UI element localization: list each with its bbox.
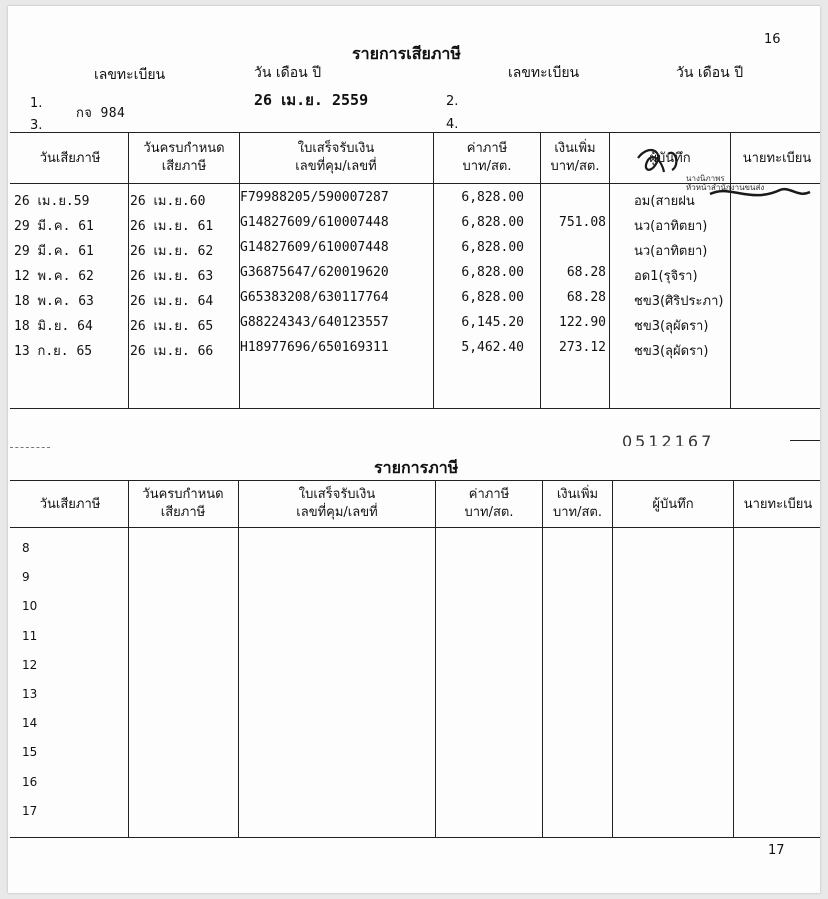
- column-divider: [238, 480, 239, 837]
- cell-receipt: G88224343/640123557: [240, 315, 389, 330]
- official-stamp-text: นางนิภาพร หัวหน้าสำนักงานขนส่ง: [686, 174, 765, 192]
- col-header-surcharge: เงินเพิ่ม บาท/สต.: [550, 141, 600, 174]
- row-number: 11: [22, 628, 38, 643]
- column-divider: [128, 480, 129, 837]
- reg-label-left: เลขทะเบียน: [94, 67, 166, 83]
- cell-due: 26 เม.ย. 61: [130, 219, 214, 234]
- cell-tax: 6,145.20: [461, 315, 524, 330]
- date-label-left: วัน เดือน ปี: [254, 65, 322, 81]
- row-number: 10: [22, 599, 38, 614]
- col-header-receipt: ใบเสร็จรับเงิน เลขที่คุม/เลขที่: [295, 141, 377, 174]
- column-divider: [612, 480, 613, 837]
- reg-date: 26 เม.ย. 2559: [254, 91, 369, 109]
- cell-due: 26 เม.ย. 66: [130, 344, 214, 359]
- table-top-border: [10, 480, 820, 481]
- row-number: 15: [22, 745, 38, 760]
- column-divider: [435, 480, 436, 837]
- column-divider: [128, 132, 129, 408]
- cell-paid: 12 พ.ค. 62: [14, 269, 94, 284]
- cell-receipt: H18977696/650169311: [240, 340, 389, 355]
- col-header-recorder: ผู้บันทึก: [652, 497, 694, 512]
- cell-recorder: อด1(รุจิรา): [634, 269, 698, 284]
- reg-label-right: เลขทะเบียน: [508, 65, 580, 81]
- cell-surcharge: 68.28: [566, 265, 606, 280]
- bottom-section-title: รายการภาษี: [374, 458, 459, 477]
- column-divider: [542, 480, 543, 837]
- cell-recorder: ชข3(ศิริประภา): [634, 294, 724, 309]
- cell-tax: 6,828.00: [461, 290, 524, 305]
- table-bottom-border: [10, 837, 820, 838]
- cell-surcharge: 751.08: [559, 215, 606, 230]
- table-bottom-border: [10, 408, 820, 409]
- col-header-due-date: วันครบกำหนด เสียภาษี: [143, 141, 225, 174]
- cell-tax: 6,828.00: [461, 240, 524, 255]
- reg-row-number: 2.: [446, 94, 459, 109]
- row-number: 14: [22, 716, 38, 731]
- cell-due: 26 เม.ย.60: [130, 194, 206, 209]
- row-number: 8: [22, 541, 30, 555]
- cell-paid: 26 เม.ย.59: [14, 194, 90, 209]
- row-number: 12: [22, 657, 38, 672]
- cell-paid: 18 พ.ค. 63: [14, 294, 94, 309]
- col-header-tax: ค่าภาษี บาท/สต.: [464, 487, 514, 520]
- cell-surcharge: 273.12: [559, 340, 606, 355]
- col-header-receipt: ใบเสร็จรับเงิน เลขที่คุม/เลขที่: [296, 487, 378, 520]
- col-header-paid-date: วันเสียภาษี: [39, 151, 101, 166]
- cell-receipt: G65383208/630117764: [240, 290, 389, 305]
- table-header-border: [10, 527, 820, 528]
- fold-mark: [790, 440, 820, 441]
- cell-due: 26 เม.ย. 62: [130, 244, 214, 259]
- page-number-top: 16: [764, 32, 781, 47]
- page-number-bottom: 17: [768, 843, 785, 858]
- col-header-surcharge: เงินเพิ่ม บาท/สต.: [552, 487, 602, 520]
- col-header-registrar: นายทะเบียน: [742, 151, 812, 166]
- cell-due: 26 เม.ย. 64: [130, 294, 214, 309]
- col-header-tax: ค่าภาษี บาท/สต.: [462, 141, 512, 174]
- cell-due: 26 เม.ย. 65: [130, 319, 214, 334]
- cell-recorder: อม(สายฝน: [634, 194, 695, 209]
- cell-receipt: G36875647/620019620: [240, 265, 389, 280]
- cell-recorder: นว(อาทิตยา): [634, 219, 708, 234]
- column-divider: [540, 132, 541, 408]
- cell-paid: 29 มี.ค. 61: [14, 219, 94, 234]
- column-divider: [733, 480, 734, 837]
- top-section-title: รายการเสียภาษี: [352, 44, 461, 63]
- reg-row-number: 4.: [446, 117, 459, 132]
- cell-receipt: G14827609/610007448: [240, 215, 389, 230]
- col-header-recorder: ผู้บันทึก: [649, 151, 691, 166]
- reg-row-number: 3.: [30, 118, 43, 133]
- cell-tax: 6,828.00: [461, 265, 524, 280]
- cell-receipt: G14827609/610007448: [240, 240, 389, 255]
- fold-serial-number: 0512167: [622, 432, 715, 446]
- cell-due: 26 เม.ย. 63: [130, 269, 214, 284]
- cell-tax: 5,462.40: [461, 340, 524, 355]
- cell-receipt: F79988205/590007287: [240, 190, 389, 205]
- cell-paid: 13 ก.ย. 65: [14, 344, 93, 359]
- cell-surcharge: 68.28: [566, 290, 606, 305]
- cell-recorder: ชข3(ลุผัดรา): [634, 344, 709, 359]
- cell-paid: 18 มิ.ย. 64: [14, 319, 93, 334]
- col-header-due-date: วันครบกำหนด เสียภาษี: [142, 487, 224, 520]
- row-number: 9: [22, 570, 30, 585]
- column-divider: [433, 132, 434, 408]
- column-divider: [609, 132, 610, 408]
- cell-paid: 29 มี.ค. 61: [14, 244, 94, 259]
- col-header-paid-date: วันเสียภาษี: [39, 497, 101, 512]
- row-number: 17: [22, 803, 38, 818]
- cell-recorder: ชข3(ลุผัดรา): [634, 319, 709, 334]
- table-top-border: [10, 132, 820, 133]
- row-number: 13: [22, 687, 38, 701]
- date-label-right: วัน เดือน ปี: [676, 65, 744, 81]
- reg-row-number: 1.: [30, 96, 43, 111]
- cell-tax: 6,828.00: [461, 190, 524, 205]
- cell-surcharge: 122.90: [559, 315, 606, 330]
- cell-recorder: นว(อาทิตยา): [634, 244, 708, 259]
- fold-mark: [10, 447, 50, 448]
- cell-tax: 6,828.00: [461, 215, 524, 230]
- row-number: 16: [22, 774, 38, 789]
- reg-plate: กจ 984: [76, 106, 126, 121]
- col-header-registrar: นายทะเบียน: [743, 497, 813, 512]
